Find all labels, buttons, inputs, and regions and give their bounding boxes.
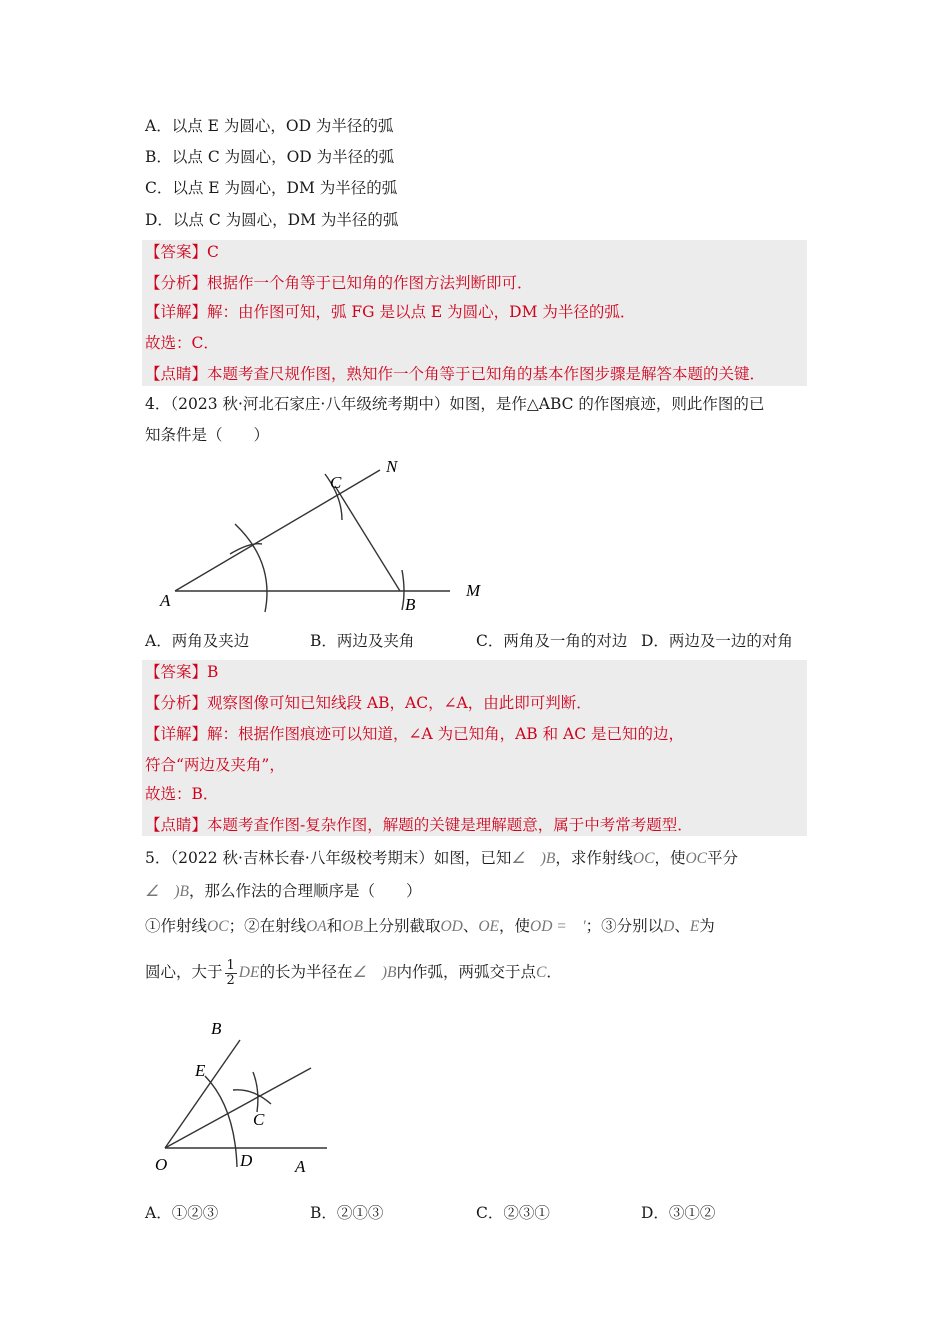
q5-option-b: B．②①③ bbox=[310, 1204, 384, 1222]
q5-fraction bbox=[225, 959, 237, 988]
q5-step2c: ，使 bbox=[499, 917, 531, 935]
q4-option-b: B．两边及夹角 bbox=[310, 632, 415, 650]
q5-stem-line1 bbox=[145, 847, 738, 870]
q5-label-o: O bbox=[155, 1155, 168, 1174]
q4-segment-cb bbox=[335, 486, 400, 591]
q5-sep2: 、 bbox=[674, 917, 690, 935]
q5-ray-ob-line bbox=[165, 1040, 240, 1148]
q5-angle-aob-1: ∠ )B bbox=[511, 850, 556, 867]
q3-option-d: D．以点 C 为圆心，DM 为半径的弧 bbox=[145, 211, 399, 229]
q5-period: ． bbox=[546, 963, 562, 981]
q5-figure bbox=[145, 1012, 345, 1182]
q5-step2b: 上分别截取 bbox=[362, 917, 441, 935]
q5-arc-de bbox=[205, 1076, 237, 1167]
q4-option-c: C．两角及一角的对边 bbox=[476, 632, 628, 650]
q5-label-a: A bbox=[295, 1157, 306, 1176]
q5-label-c: C bbox=[253, 1110, 265, 1129]
q4-comment: 【点睛】本题考查作图-复杂作图，解题的关键是理解题意，属于中考常考题型． bbox=[145, 816, 693, 834]
q5-seg-de: DE bbox=[238, 964, 260, 981]
q5-frac-num: 1 bbox=[226, 957, 235, 973]
q4-stem-line1: 4．（2023 秋·河北石家庄·八年级统考期中）如图，是作△ABC 的作图痕迹，则此作图的已 bbox=[145, 395, 765, 413]
q3-answer: 【答案】C bbox=[145, 243, 219, 261]
q5-step1: ①作射线 bbox=[145, 917, 208, 935]
q4-detail: 【详解】解：根据作图痕迹可以知道，∠A 为已知角，AB 和 AC 是已知的边， bbox=[145, 725, 685, 743]
q5-stem-line2 bbox=[145, 880, 422, 903]
q4-ray-an bbox=[175, 470, 380, 591]
q5-seg-od: OD bbox=[440, 918, 463, 935]
q4-analysis: 【分析】观察图像可知已知线段 AB，AC，∠A，由此即可判断． bbox=[145, 694, 592, 712]
q4-label-n: N bbox=[386, 457, 398, 476]
q4-option-d: D．两边及一边的对角 bbox=[641, 632, 793, 650]
q4-label-c: C bbox=[330, 473, 342, 492]
q5-line4c: 内作弧，两弧交于点 bbox=[396, 963, 537, 981]
q5-arc-c2 bbox=[253, 1072, 258, 1112]
q3-option-c: C．以点 E 为圆心，DM 为半径的弧 bbox=[145, 179, 398, 197]
q4-label-m: M bbox=[466, 581, 481, 600]
q4-option-a: A．两角及夹边 bbox=[145, 632, 250, 650]
q4-solution-box bbox=[142, 660, 807, 836]
q5-frac-den: 2 bbox=[226, 972, 235, 988]
q5-option-c: C．②③① bbox=[476, 1204, 550, 1222]
q3-option-b: B．以点 C 为圆心，OD 为半径的弧 bbox=[145, 148, 395, 166]
q5-line4b: 的长为半径在 bbox=[259, 963, 353, 981]
q5-step3: ；③分别以 bbox=[585, 917, 664, 935]
q5-ray-ob: OB bbox=[342, 918, 363, 935]
q5-point-d: D bbox=[663, 918, 675, 935]
q4-choice: 故选：B． bbox=[145, 785, 219, 803]
q5-angle-aob-3: ∠ )B bbox=[352, 964, 397, 981]
q4-detail-2: 符合“两边及夹角”， bbox=[145, 756, 285, 774]
q5-point-e: E bbox=[689, 918, 700, 935]
q5-angle-aob-2: ∠ )B bbox=[145, 883, 190, 900]
q5-ray-oc-line bbox=[165, 1068, 311, 1148]
q4-stem-line2: 知条件是（ ） bbox=[145, 426, 270, 444]
q5-label-d: D bbox=[240, 1151, 253, 1170]
q5-line4a: 圆心，大于 bbox=[145, 963, 223, 981]
q5-eq: OD = ' bbox=[530, 918, 586, 935]
q3-detail: 【详解】解：由作图可知，弧 FG 是以点 E 为圆心，DM 为半径的弧． bbox=[145, 303, 636, 321]
q3-analysis: 【分析】根据作一个角等于已知角的作图方法判断即可． bbox=[145, 274, 533, 292]
q3-option-a: A．以点 E 为圆心，OD 为半径的弧 bbox=[145, 117, 394, 135]
q4-label-a: A bbox=[160, 591, 171, 610]
q5-steps-line bbox=[145, 915, 715, 938]
q5-stem-text-1: 5．（2022 秋·吉林长春·八年级校考期末）如图，已知 bbox=[145, 849, 512, 867]
q5-step2: ；②在射线 bbox=[228, 917, 307, 935]
q5-ray-oa: OA bbox=[306, 918, 327, 935]
q5-seg-oe: OE bbox=[478, 918, 500, 935]
q5-ray-oc-1: OC bbox=[632, 850, 655, 867]
q3-comment: 【点睛】本题考查尺规作图，熟知作一个角等于已知角的基本作图步骤是解答本题的关键． bbox=[145, 365, 766, 383]
q5-and: 和 bbox=[326, 917, 343, 935]
q4-figure bbox=[150, 452, 500, 622]
q5-steps-line2 bbox=[145, 957, 562, 988]
q4-arc-b bbox=[402, 570, 404, 610]
q5-ray-oc-3: OC bbox=[207, 918, 229, 935]
q5-stem-text-2: ，求作射线 bbox=[555, 849, 633, 867]
q3-choice: 故选：C． bbox=[145, 334, 219, 352]
q5-point-c: C bbox=[536, 964, 547, 981]
q5-stem-text-3: ，使 bbox=[654, 849, 686, 867]
q5-stem-text-5: ，那么作法的合理顺序是（ ） bbox=[189, 882, 422, 900]
q4-arc-a bbox=[235, 524, 267, 612]
q5-arc-c1 bbox=[233, 1090, 271, 1104]
q4-label-b: B bbox=[405, 595, 416, 614]
q5-option-d: D．③①② bbox=[641, 1204, 716, 1222]
q5-label-b: B bbox=[211, 1019, 222, 1038]
q5-option-a: A．①②③ bbox=[145, 1204, 219, 1222]
q5-label-e: E bbox=[195, 1061, 206, 1080]
q5-sep: 、 bbox=[462, 917, 479, 935]
q5-step3b: 为 bbox=[699, 917, 715, 935]
q5-ray-oc-2: OC bbox=[685, 850, 707, 867]
q4-answer: 【答案】B bbox=[145, 663, 219, 681]
q5-stem-text-4: 平分 bbox=[707, 849, 739, 867]
